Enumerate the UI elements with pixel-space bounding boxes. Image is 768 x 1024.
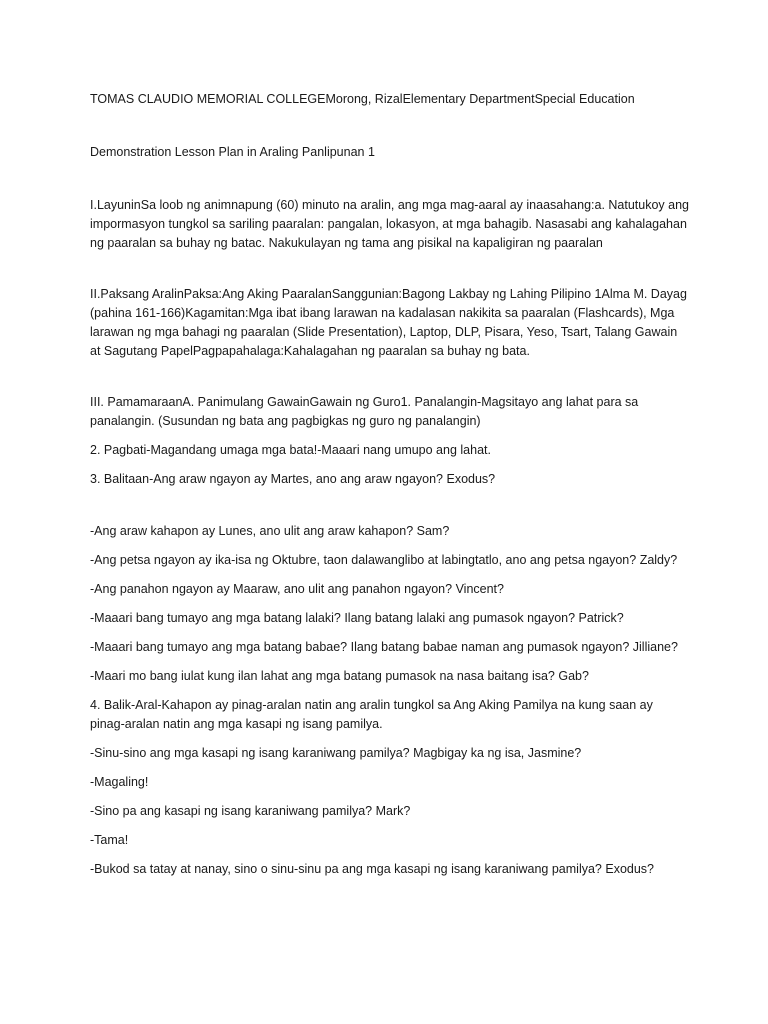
list-item: -Bukod sa tatay at nanay, sino o sinu-sinu pa ang mga kasapi ng isang karaniwang pamilya? Exodus? [90,862,655,876]
document-page [90,90,690,889]
list-item: -Sino pa ang kasapi ng isang karaniwang pamilya? Mark? [90,804,411,818]
list-item: -Sinu-sino ang mga kasapi ng isang karaniwang pamilya? Magbigay ka ng isa, Jasmine? [90,746,582,760]
list-item: -Ang panahon ngayon ay Maaraw, ano ulit ang panahon ngayon? Vincent? [90,582,504,596]
balitaan-item: 3. Balitaan-Ang araw ngayon ay Martes, ano ang araw ngayon? Exodus? [90,472,496,486]
list-item: -Ang petsa ngayon ay ika-isa ng Oktubre, taon dalawanglibo at labingtatlo, ano ang petsa ngayon? Zaldy? [90,553,678,567]
school-header: TOMAS CLAUDIO MEMORIAL COLLEGEMorong, RizalElementary DepartmentSpecial Education [90,92,635,106]
balik-aral-item: 4. Balik-Aral-Kahapon ay pinag-aralan natin ang aralin tungkol sa Ang Aking Pamilya na kung saan ay pinag-aralan natin ang mga kasapi ng isang pamilya. [90,698,653,731]
list-item: -Ang araw kahapon ay Lunes, ano ulit ang araw kahapon? Sam? [90,524,450,538]
pagbati-item: 2. Pagbati-Magandang umaga mga bata!-Maaari nang umupo ang lahat. [90,443,491,457]
section-pamamaraan-intro: III. PamamaraanA. Panimulang GawainGawain ng Guro1. Panalangin-Magsitayo ang lahat para sa panalangin. (Susundan ng bata ang pagbigkas ng guro ng panalangin) [90,395,639,428]
list-item: -Maaari bang tumayo ang mga batang lalaki? Ilang batang lalaki ang pumasok ngayon? Patrick? [90,611,624,625]
list-item: -Maaari bang tumayo ang mga batang babae? Ilang batang babae naman ang pumasok ngayon? Jilliane? [90,640,678,654]
list-item: -Tama! [90,833,129,847]
section-layunin: I.LayuninSa loob ng animnapung (60) minuto na aralin, ang mga mag-aaral ay inaasahang:a. Natutukoy ang impormasyon tungkol sa sariling paaralan: pangalan, lokasyon, at mga bahagib. Nasasabi ang kahalagahan ng paaralan sa buhay ng batac. Nakukulayan ng tama ang pisikal na kapaligiran ng paaralan [90,198,690,250]
list-item: -Magaling! [90,775,149,789]
lesson-title: Demonstration Lesson Plan in Araling Panlipunan 1 [90,145,375,159]
list-item: -Maari mo bang iulat kung ilan lahat ang mga batang pumasok na nasa baitang isa? Gab? [90,669,589,683]
section-paksang-aralin: II.Paksang AralinPaksa:Ang Aking PaaralanSanggunian:Bagong Lakbay ng Lahing Pilipino 1Alma M. Dayag (pahina 161-166)Kagamitan:Mga ibat ibang larawan na kadalasan nakikita sa paaralan (Flashcards), Mga larawan ng mga bahagi ng paaralan (Slide Presentation), Laptop, DLP, Pisara, Yeso, Tsart, Talang Gawain at Sagutang PapelPagpapahalaga:Kahalagahan ng paaralan sa buhay ng bata. [90,287,687,358]
